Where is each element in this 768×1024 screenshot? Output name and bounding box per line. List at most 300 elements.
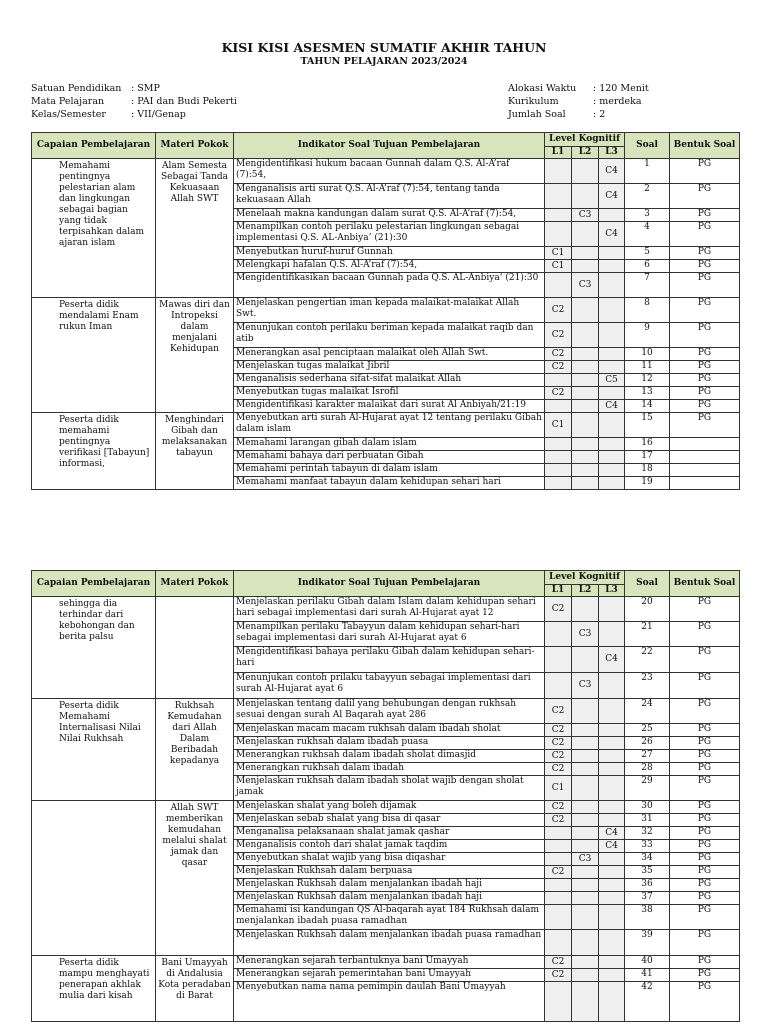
level-l3-cell — [599, 763, 625, 776]
capaian-cell: Peserta didik Memahami Internalisasi Nilai Nilai Rukhsah — [32, 699, 156, 801]
meta-value: : PAI dan Budi Pekerti — [131, 96, 237, 107]
level-l1-cell: C2 — [545, 956, 572, 969]
level-l2-cell — [572, 477, 599, 490]
level-l3-cell — [599, 209, 625, 222]
level-l1-cell: C2 — [545, 866, 572, 879]
materi-cell: Mawas diri dan Intropeksi dalam menjalani Kehidupan — [156, 298, 234, 413]
soal-number-cell: 30 — [625, 801, 670, 814]
level-l1-cell — [545, 451, 572, 464]
soal-number-cell: 10 — [625, 348, 670, 361]
soal-number-cell: 37 — [625, 892, 670, 905]
meta-row — [31, 108, 237, 121]
level-l3-cell: C4 — [599, 222, 625, 247]
level-l3-cell — [599, 879, 625, 892]
level-l2-cell — [572, 647, 599, 673]
level-l3-cell — [599, 814, 625, 827]
soal-number-cell: 15 — [625, 413, 670, 438]
level-l2-cell — [572, 374, 599, 387]
bentuk-soal-cell: PG — [670, 763, 740, 776]
indikator-cell: Menganalisis sederhana sifat-sifat malaikat Allah — [234, 374, 545, 387]
soal-number-cell: 19 — [625, 477, 670, 490]
capaian-cell: Peserta didik mendalami Enam rukun Iman — [32, 298, 156, 413]
bentuk-soal-cell — [670, 477, 740, 490]
indikator-cell: Memahami manfaat tabayun dalam kehidupan sehari hari — [234, 477, 545, 490]
level-l2-cell — [572, 247, 599, 260]
level-l3-cell: C4 — [599, 827, 625, 840]
meta-right — [508, 82, 649, 121]
level-l1-cell: C2 — [545, 737, 572, 750]
bentuk-soal-cell — [670, 464, 740, 477]
meta-row — [508, 108, 649, 121]
level-l1-cell: C2 — [545, 724, 572, 737]
meta-row — [31, 82, 237, 95]
indikator-cell: Menyebutkan tugas malaikat Isrofil — [234, 387, 545, 400]
level-l2-cell: C3 — [572, 622, 599, 647]
soal-number-cell: 9 — [625, 323, 670, 348]
bentuk-soal-cell: PG — [670, 699, 740, 724]
meta-row — [508, 82, 649, 95]
soal-number-cell: 41 — [625, 969, 670, 982]
level-l3-cell — [599, 892, 625, 905]
meta-left — [31, 82, 237, 121]
level-l1-cell — [545, 982, 572, 1022]
bentuk-soal-cell: PG — [670, 866, 740, 879]
indikator-cell: Mengidentifikasi bahaya perilaku Gibah dalam kehidupan sehari-hari — [234, 647, 545, 673]
level-l3-cell — [599, 622, 625, 647]
level-l1-cell: C2 — [545, 323, 572, 348]
indikator-cell: Menjelaskan Rukhsah dalam menjalankan ibadah puasa ramadhan — [234, 930, 545, 956]
kisi-table-1 — [31, 132, 740, 490]
level-l3-cell — [599, 298, 625, 323]
level-l2-cell — [572, 159, 599, 184]
bentuk-soal-cell: PG — [670, 209, 740, 222]
meta-value: : 120 Menit — [593, 83, 649, 94]
level-l2-cell — [572, 323, 599, 348]
level-l2-cell — [572, 387, 599, 400]
level-l2-cell: C3 — [572, 673, 599, 699]
level-l3-cell: C4 — [599, 400, 625, 413]
soal-number-cell: 34 — [625, 853, 670, 866]
level-l3-cell — [599, 982, 625, 1022]
level-l2-cell — [572, 438, 599, 451]
level-l2-cell — [572, 413, 599, 438]
soal-number-cell: 20 — [625, 597, 670, 622]
bentuk-soal-cell: PG — [670, 159, 740, 184]
level-l2-cell — [572, 699, 599, 724]
indikator-cell: Menyebutkan arti surah Al-Hujarat ayat 12 tentang perilaku Gibah dalam islam — [234, 413, 545, 438]
bentuk-soal-cell: PG — [670, 892, 740, 905]
level-l1-cell: C2 — [545, 699, 572, 724]
indikator-cell: Menjelaskan tentang dalil yang behubungan dengan rukhsah sesuai dengan surah Al Baqarah ayat 286 — [234, 699, 545, 724]
bentuk-soal-cell: PG — [670, 737, 740, 750]
header-l1: L1 — [545, 147, 572, 159]
level-l1-cell: C1 — [545, 776, 572, 801]
level-l1-cell: C2 — [545, 348, 572, 361]
bentuk-soal-cell: PG — [670, 348, 740, 361]
indikator-cell: Menjelaskan macam macam rukhsah dalam ibadah sholat — [234, 724, 545, 737]
level-l1-cell — [545, 647, 572, 673]
soal-number-cell: 23 — [625, 673, 670, 699]
level-l2-cell — [572, 930, 599, 956]
level-l3-cell — [599, 260, 625, 273]
bentuk-soal-cell — [670, 451, 740, 464]
bentuk-soal-cell: PG — [670, 361, 740, 374]
capaian-cell — [32, 801, 156, 956]
materi-cell: Bani Umayyah di Andalusia Kota peradaban di Barat — [156, 956, 234, 1022]
level-l2-cell — [572, 840, 599, 853]
document-subtitle: TAHUN PELAJARAN 2023/2024 — [300, 56, 468, 67]
level-l2-cell — [572, 464, 599, 477]
table-row — [32, 699, 740, 724]
level-l1-cell: C2 — [545, 814, 572, 827]
level-l3-cell — [599, 776, 625, 801]
level-l1-cell — [545, 853, 572, 866]
level-l2-cell: C3 — [572, 853, 599, 866]
bentuk-soal-cell: PG — [670, 400, 740, 413]
header-l3: L3 — [599, 585, 625, 597]
soal-number-cell: 6 — [625, 260, 670, 273]
level-l3-cell — [599, 438, 625, 451]
indikator-cell: Menerangkan sejarah terbantuknya bani Umayyah — [234, 956, 545, 969]
level-l3-cell: C4 — [599, 159, 625, 184]
indikator-cell: Menjelaskan Rukhsah dalam berpuasa — [234, 866, 545, 879]
table-row — [32, 801, 740, 814]
meta-key: Jumlah Soal — [508, 109, 566, 120]
bentuk-soal-cell: PG — [670, 840, 740, 853]
level-l1-cell — [545, 438, 572, 451]
soal-number-cell: 31 — [625, 814, 670, 827]
level-l1-cell — [545, 273, 572, 298]
indikator-cell: Mengidentifikasi karakter malaikat dari surat Al Anbiyah/21:19 — [234, 400, 545, 413]
bentuk-soal-cell: PG — [670, 323, 740, 348]
indikator-cell: Menerangkan rukhsah dalam ibadah sholat dimasjid — [234, 750, 545, 763]
level-l2-cell — [572, 801, 599, 814]
soal-number-cell: 1 — [625, 159, 670, 184]
bentuk-soal-cell: PG — [670, 956, 740, 969]
level-l3-cell — [599, 750, 625, 763]
header-soal: Soal — [625, 571, 670, 597]
soal-number-cell: 29 — [625, 776, 670, 801]
capaian-cell: Memahami pentingnya pelestarian alam dan lingkungan sebagai bagian yang tidak terpisahkan dalam ajaran islam — [32, 159, 156, 298]
indikator-cell: Menjelaskan shalat yang boleh dijamak — [234, 801, 545, 814]
bentuk-soal-cell: PG — [670, 930, 740, 956]
bentuk-soal-cell: PG — [670, 184, 740, 209]
level-l1-cell — [545, 400, 572, 413]
document-title: KISI KISI ASESMEN SUMATIF AKHIR TAHUN — [221, 40, 547, 55]
indikator-cell: Menampilkan contoh perilaku pelestarian lingkungan sebagai implementasi Q.S. AL-Anbiya’ (21):30 — [234, 222, 545, 247]
level-l1-cell: C2 — [545, 361, 572, 374]
level-l2-cell — [572, 451, 599, 464]
level-l3-cell — [599, 737, 625, 750]
level-l1-cell: C2 — [545, 801, 572, 814]
level-l2-cell — [572, 260, 599, 273]
indikator-cell: Menganalisa pelaksanaan shalat jamak qashar — [234, 827, 545, 840]
materi-cell: Allah SWT memberikan kemudahan melalui shalat jamak dan qasar — [156, 801, 234, 956]
level-l3-cell — [599, 247, 625, 260]
bentuk-soal-cell: PG — [670, 260, 740, 273]
level-l1-cell: C2 — [545, 763, 572, 776]
level-l1-cell — [545, 159, 572, 184]
header-level: Level Kognitif — [545, 571, 625, 585]
soal-number-cell: 2 — [625, 184, 670, 209]
indikator-cell: Menampilkan perilaku Tabayyun dalam kehidupan sehari-hari sebagai implementasi dari surah Al-Hujarat ayat 6 — [234, 622, 545, 647]
level-l1-cell — [545, 464, 572, 477]
soal-number-cell: 42 — [625, 982, 670, 1022]
level-l3-cell — [599, 323, 625, 348]
indikator-cell: Menjelaskan Rukhsah dalam menjalankan ibadah haji — [234, 879, 545, 892]
level-l2-cell — [572, 956, 599, 969]
meta-row — [508, 95, 649, 108]
soal-number-cell: 11 — [625, 361, 670, 374]
bentuk-soal-cell: PG — [670, 879, 740, 892]
level-l2-cell — [572, 982, 599, 1022]
indikator-cell: Menyebutkan huruf-huruf Gunnah — [234, 247, 545, 260]
indikator-cell: Mengidentifikasikan bacaan Gunnah pada Q.S. AL-Anbiya’ (21):30 — [234, 273, 545, 298]
meta-row — [31, 95, 237, 108]
level-l3-cell: C4 — [599, 840, 625, 853]
soal-number-cell: 13 — [625, 387, 670, 400]
level-l1-cell: C2 — [545, 969, 572, 982]
level-l1-cell: C2 — [545, 597, 572, 622]
level-l2-cell: C3 — [572, 273, 599, 298]
level-l1-cell — [545, 827, 572, 840]
level-l1-cell — [545, 222, 572, 247]
level-l3-cell — [599, 930, 625, 956]
bentuk-soal-cell: PG — [670, 222, 740, 247]
level-l3-cell — [599, 969, 625, 982]
level-l2-cell — [572, 750, 599, 763]
soal-number-cell: 25 — [625, 724, 670, 737]
header-bentuk: Bentuk Soal — [670, 571, 740, 597]
materi-cell: Alam Semesta Sebagai Tanda Kekuasaan Allah SWT — [156, 159, 234, 298]
level-l2-cell — [572, 737, 599, 750]
soal-number-cell: 38 — [625, 905, 670, 930]
bentuk-soal-cell: PG — [670, 776, 740, 801]
level-l2-cell — [572, 827, 599, 840]
bentuk-soal-cell: PG — [670, 905, 740, 930]
indikator-cell: Menjelaskan pengertian iman kepada malaikat-malaikat Allah Swt. — [234, 298, 545, 323]
header-l2: L2 — [572, 585, 599, 597]
bentuk-soal-cell: PG — [670, 750, 740, 763]
level-l1-cell — [545, 374, 572, 387]
table-body — [32, 159, 740, 490]
indikator-cell: Memahami perintah tabayun di dalam islam — [234, 464, 545, 477]
soal-number-cell: 28 — [625, 763, 670, 776]
level-l1-cell — [545, 892, 572, 905]
table-body — [32, 597, 740, 1022]
bentuk-soal-cell: PG — [670, 247, 740, 260]
level-l3-cell — [599, 387, 625, 400]
level-l1-cell — [545, 905, 572, 930]
level-l3-cell — [599, 361, 625, 374]
soal-number-cell: 22 — [625, 647, 670, 673]
level-l2-cell — [572, 184, 599, 209]
level-l3-cell — [599, 464, 625, 477]
level-l1-cell — [545, 477, 572, 490]
header-level: Level Kognitif — [545, 133, 625, 147]
bentuk-soal-cell: PG — [670, 597, 740, 622]
level-l1-cell — [545, 673, 572, 699]
bentuk-soal-cell: PG — [670, 374, 740, 387]
materi-cell: Menghindari Gibah dan melaksanakan tabayun — [156, 413, 234, 490]
indikator-cell: Melengkapi hafalan Q.S. Al-A’raf (7):54, — [234, 260, 545, 273]
level-l1-cell — [545, 930, 572, 956]
meta-key: Satuan Pendidikan — [31, 83, 122, 94]
indikator-cell: Menunjukan contoh prilaku tabayyun sebagai implementasi dari surah Al-Hujarat ayat 6 — [234, 673, 545, 699]
header-materi: Materi Pokok — [156, 571, 234, 597]
bentuk-soal-cell: PG — [670, 413, 740, 438]
bentuk-soal-cell: PG — [670, 387, 740, 400]
bentuk-soal-cell: PG — [670, 853, 740, 866]
kisi-table-2 — [31, 570, 740, 1022]
indikator-cell: Menjelaskan tugas malaikat Jibril — [234, 361, 545, 374]
bentuk-soal-cell: PG — [670, 827, 740, 840]
soal-number-cell: 14 — [625, 400, 670, 413]
table-row — [32, 597, 740, 622]
soal-number-cell: 21 — [625, 622, 670, 647]
level-l3-cell — [599, 673, 625, 699]
indikator-cell: Menjelaskan Rukhsah dalam menjalankan ibadah haji — [234, 892, 545, 905]
level-l2-cell — [572, 969, 599, 982]
indikator-cell: Menelaah makna kandungan dalam surat Q.S. Al-A’raf (7):54, — [234, 209, 545, 222]
level-l2-cell — [572, 763, 599, 776]
soal-number-cell: 8 — [625, 298, 670, 323]
meta-key: Kurikulum — [508, 96, 559, 107]
indikator-cell: Menganalisis arti surat Q.S. Al-A’raf (7):54, tentang tanda kekuasaan Allah — [234, 184, 545, 209]
level-l3-cell — [599, 413, 625, 438]
bentuk-soal-cell: PG — [670, 673, 740, 699]
indikator-cell: Menyebutkan nama nama pemimpin daulah Bani Umayyah — [234, 982, 545, 1022]
indikator-cell: Menjelaskan rukhsah dalam ibadah puasa — [234, 737, 545, 750]
level-l3-cell — [599, 724, 625, 737]
meta-value: : VII/Genap — [131, 109, 186, 120]
level-l3-cell — [599, 853, 625, 866]
level-l2-cell — [572, 222, 599, 247]
indikator-cell: Menjelaskan sebab shalat yang bisa di qasar — [234, 814, 545, 827]
level-l2-cell — [572, 879, 599, 892]
level-l3-cell — [599, 273, 625, 298]
level-l3-cell — [599, 348, 625, 361]
soal-number-cell: 24 — [625, 699, 670, 724]
bentuk-soal-cell: PG — [670, 724, 740, 737]
indikator-cell: Memahami larangan gibah dalam islam — [234, 438, 545, 451]
capaian-cell: sehingga dia terhindar dari kebohongan dan berita palsu — [32, 597, 156, 699]
meta-key: Kelas/Semester — [31, 109, 106, 120]
bentuk-soal-cell: PG — [670, 982, 740, 1022]
level-l3-cell: C4 — [599, 647, 625, 673]
soal-number-cell: 5 — [625, 247, 670, 260]
header-soal: Soal — [625, 133, 670, 159]
header-capaian: Capaian Pembelajaran — [32, 571, 156, 597]
soal-number-cell: 40 — [625, 956, 670, 969]
bentuk-soal-cell: PG — [670, 622, 740, 647]
level-l1-cell — [545, 184, 572, 209]
meta-value: : merdeka — [593, 96, 642, 107]
meta-value: : SMP — [131, 83, 160, 94]
bentuk-soal-cell: PG — [670, 969, 740, 982]
level-l2-cell — [572, 348, 599, 361]
soal-number-cell: 33 — [625, 840, 670, 853]
soal-number-cell: 17 — [625, 451, 670, 464]
meta-key: Alokasi Waktu — [508, 83, 577, 94]
indikator-cell: Menjelaskan rukhsah dalam ibadah sholat wajib dengan sholat jamak — [234, 776, 545, 801]
level-l3-cell: C5 — [599, 374, 625, 387]
level-l3-cell — [599, 801, 625, 814]
capaian-cell: Peserta didik mampu menghayati penerapan akhlak mulia dari kisah — [32, 956, 156, 1022]
header-indikator: Indikator Soal Tujuan Pembelajaran — [234, 133, 545, 159]
level-l3-cell — [599, 597, 625, 622]
bentuk-soal-cell: PG — [670, 801, 740, 814]
level-l3-cell — [599, 956, 625, 969]
table-row — [32, 956, 740, 969]
level-l2-cell: C3 — [572, 209, 599, 222]
soal-number-cell: 27 — [625, 750, 670, 763]
header-bentuk: Bentuk Soal — [670, 133, 740, 159]
soal-number-cell: 36 — [625, 879, 670, 892]
soal-number-cell: 35 — [625, 866, 670, 879]
indikator-cell: Menganalisis contoh dari shalat jamak taqdim — [234, 840, 545, 853]
materi-cell — [156, 597, 234, 699]
header-materi: Materi Pokok — [156, 133, 234, 159]
bentuk-soal-cell — [670, 438, 740, 451]
level-l1-cell: C2 — [545, 298, 572, 323]
materi-cell: Rukhsah Kemudahan dari Allah Dalam Beribadah kepadanya — [156, 699, 234, 801]
indikator-cell: Memahami bahaya dari perbuatan Gibah — [234, 451, 545, 464]
bentuk-soal-cell: PG — [670, 647, 740, 673]
soal-number-cell: 4 — [625, 222, 670, 247]
level-l1-cell — [545, 840, 572, 853]
level-l2-cell — [572, 814, 599, 827]
level-l3-cell: C4 — [599, 184, 625, 209]
header-indikator: Indikator Soal Tujuan Pembelajaran — [234, 571, 545, 597]
level-l1-cell: C1 — [545, 260, 572, 273]
level-l1-cell: C1 — [545, 413, 572, 438]
bentuk-soal-cell: PG — [670, 273, 740, 298]
soal-number-cell: 3 — [625, 209, 670, 222]
indikator-cell: Menerangkan rukhsah dalam ibadah — [234, 763, 545, 776]
indikator-cell: Memahami isi kandungan QS Al-baqarah ayat 184 Rukhsah dalam menjalankan ibadah puasa ramadhan — [234, 905, 545, 930]
header-capaian: Capaian Pembelajaran — [32, 133, 156, 159]
level-l1-cell: C1 — [545, 247, 572, 260]
soal-number-cell: 7 — [625, 273, 670, 298]
indikator-cell: Menerangkan sejarah pemerintahan bani Umayyah — [234, 969, 545, 982]
table-row — [32, 298, 740, 323]
level-l1-cell — [545, 209, 572, 222]
table-row — [32, 159, 740, 184]
header-l1: L1 — [545, 585, 572, 597]
level-l2-cell — [572, 298, 599, 323]
soal-number-cell: 16 — [625, 438, 670, 451]
level-l3-cell — [599, 905, 625, 930]
indikator-cell: Menyebutkan shalat wajib yang bisa diqashar — [234, 853, 545, 866]
level-l2-cell — [572, 905, 599, 930]
table-row — [32, 413, 740, 438]
level-l1-cell — [545, 879, 572, 892]
soal-number-cell: 26 — [625, 737, 670, 750]
level-l2-cell — [572, 361, 599, 374]
soal-number-cell: 12 — [625, 374, 670, 387]
level-l1-cell: C2 — [545, 750, 572, 763]
meta-value: : 2 — [593, 109, 606, 120]
level-l2-cell — [572, 776, 599, 801]
level-l3-cell — [599, 866, 625, 879]
soal-number-cell: 18 — [625, 464, 670, 477]
header-l3: L3 — [599, 147, 625, 159]
level-l1-cell: C2 — [545, 387, 572, 400]
level-l2-cell — [572, 892, 599, 905]
bentuk-soal-cell: PG — [670, 298, 740, 323]
indikator-cell: Menjelaskan perilaku Gibah dalam Islam dalam kehidupan sehari hari sebagai implementasi dari surah Al-Hujarat ayat 12 — [234, 597, 545, 622]
